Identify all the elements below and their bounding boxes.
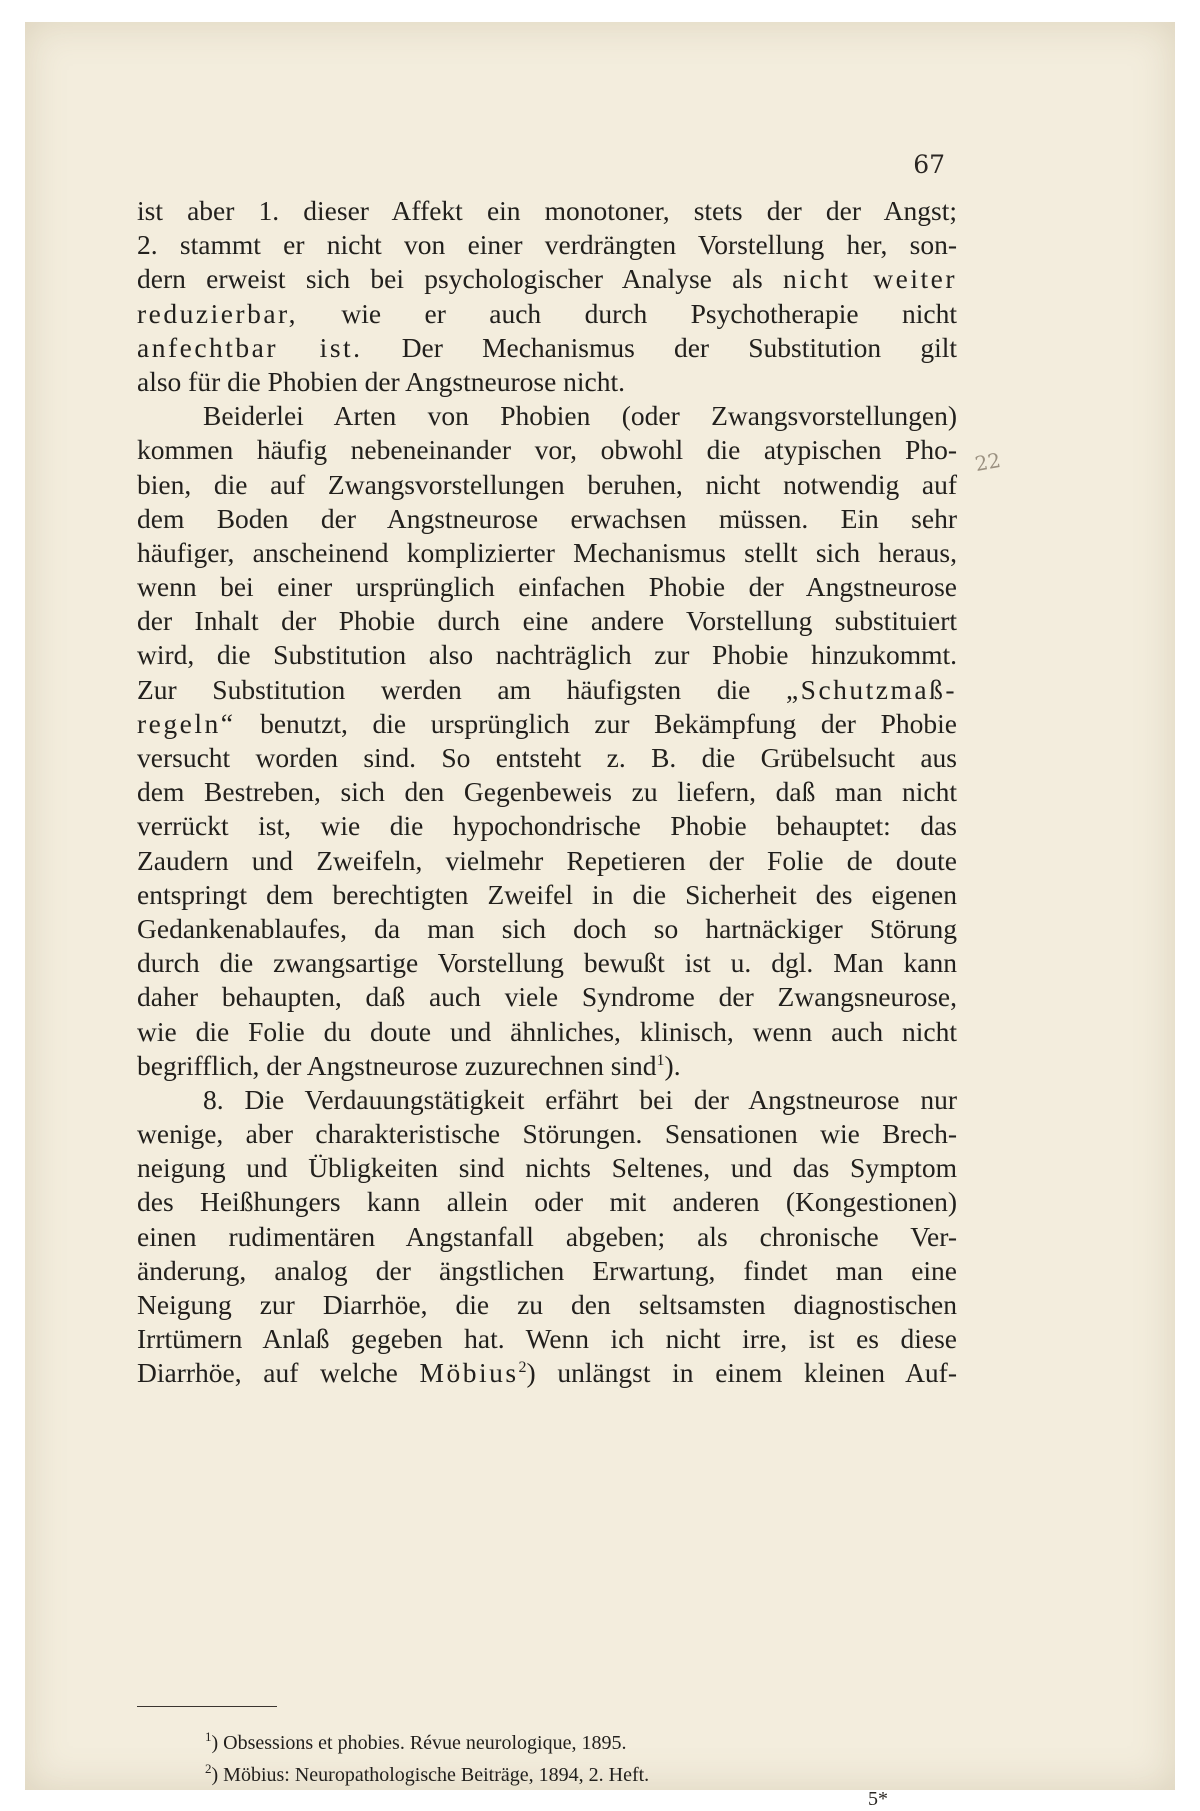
page-number: 67 [913,150,945,179]
footnote-text: ) Möbius: Neuropathologische Beiträge, 1894, 2. Heft. [211,1764,650,1786]
text-line-content: wenige, aber charakteristische Störungen. Sensationen wie Brech- [137,1118,957,1150]
text-line-content: durch die zwangsartige Vorstellung bewußt ist u. dgl. Man kann [137,947,957,979]
text-line-content: wird, die Substitution also nachträglich zur Phobie hinzukommt. [137,639,957,671]
text-line-content: reduzierbar, wie er auch durch Psychotherapie nicht [137,297,957,329]
text-line [137,1015,957,1049]
text-line [137,912,957,946]
text-line-content: versucht worden sind. So entsteht z. B. die Grübelsucht aus [137,742,957,773]
text-line [137,399,957,433]
footnote-marker: 1 [205,1729,212,1744]
text-line-content: 2. stammt er nicht von einer verdrängten Vorstellung her, son- [137,229,957,261]
text-line [137,1151,957,1185]
text-line [137,468,957,502]
text-line [137,433,957,467]
text-line [137,297,957,331]
footnote-reference: 1 [656,1051,665,1069]
text-line [137,1356,957,1390]
text-line-content: bien, die auf Zwangsvorstellungen beruhen, nicht notwendig auf [137,468,957,500]
text-line [137,809,957,843]
text-line-content: änderung, analog der ängstlichen Erwartung, findet man eine [137,1254,957,1286]
text-line-content: neigung und Übligkeiten sind nichts Seltenes, und das Symptom [137,1152,957,1184]
footnote-marker: 2 [205,1761,212,1776]
margin-pencil-mark: 22 [973,447,1003,477]
text-line-content: wie die Folie du doute und ähnliches, klinisch, wenn auch nicht [137,1015,957,1047]
text-line [137,775,957,809]
text-line [137,707,957,741]
text-line-content: 8. Die Verdauungstätigkeit erfährt bei der Angstneurose nur [203,1083,957,1115]
text-line-content: Irrtümern Anlaß gegeben hat. Wenn ich nicht irre, ist es diese [137,1323,957,1355]
text-line-content: einen rudimentären Angstanfall abgeben; als chronische Ver- [137,1220,957,1252]
text-line [137,878,957,912]
text-line [137,604,957,638]
text-line [137,1185,957,1219]
text-line-content: der Inhalt der Phobie durch eine andere Vorstellung substituiert [137,605,957,637]
text-line [137,946,957,980]
text-line-content: Zaudern und Zweifeln, vielmehr Repetieren der Folie de doute [137,844,957,876]
text-line-content: begrifflich, der Angstneurose zuzurechnen sind [137,1049,657,1081]
text-line-content: kommen häufig nebeneinander vor, obwohl die atypischen Pho- [137,434,957,466]
text-line [137,741,957,775]
footnote [205,1727,805,1759]
text-line [137,638,957,672]
text-line-tail: ). [664,1049,681,1081]
text-line-content: daher behaupten, daß auch viele Syndrome der Zwangsneurose, [137,981,957,1013]
text-line-content: wenn bei einer ursprünglich einfachen Phobie der Angstneurose [137,571,957,603]
text-line-content: Diarrhöe, auf welche Möbius [137,1357,519,1389]
text-line [137,844,957,878]
text-line [137,194,957,228]
text-line [137,536,957,570]
signature-mark: 5* [868,1788,888,1810]
text-line-content: ist aber 1. dieser Affekt ein monotoner, stets der der Angst; [137,195,957,226]
text-line [137,502,957,536]
footnote [205,1759,805,1791]
text-line-content: Beiderlei Arten von Phobien (oder Zwangsvorstellungen) [203,400,957,432]
text-line [137,1220,957,1254]
text-line [137,673,957,707]
text-line-content: dem Boden der Angstneurose erwachsen müssen. Ein sehr [137,502,957,534]
text-line-content: entspringt dem berechtigten Zweifel in die Sicherheit des eigenen [137,878,957,910]
text-line-content: anfechtbar ist. Der Mechanismus der Substitution gilt [137,331,957,363]
text-line [137,262,957,296]
text-line [137,570,957,604]
text-line-tail: ) unlängst in einem kleinen Auf- [526,1357,957,1389]
text-line-content: also für die Phobien der Angstneurose nicht. [137,365,626,397]
text-line [137,1254,957,1288]
text-line-content: Zur Substitution werden am häufigsten die „Schutzmaß- [137,673,957,705]
footnotes [205,1727,805,1791]
text-line [137,365,957,399]
text-line [137,1049,957,1083]
text-line-content: regeln“ benutzt, die ursprünglich zur Bekämpfung der Phobie [137,707,957,739]
text-line [137,228,957,262]
text-line [137,980,957,1014]
text-line-content: verrückt ist, wie die hypochondrische Phobie behauptet: das [137,810,957,842]
text-line-content: Neigung zur Diarrhöe, die zu den seltsamsten diagnostischen [137,1289,957,1320]
text-line [137,1117,957,1151]
footnote-text: ) Obsessions et phobies. Révue neurologique, 1895. [211,1732,627,1754]
text-line-content: dem Bestreben, sich den Gegenbeweis zu liefern, daß man nicht [137,776,957,808]
text-line [137,1322,957,1356]
text-line-content: des Heißhungers kann allein oder mit anderen (Kongestionen) [137,1186,957,1218]
footnote-rule [137,1706,277,1707]
text-line [137,1083,957,1117]
text-line [137,331,957,365]
text-line-content: dern erweist sich bei psychologischer Analyse als nicht weiter [137,263,957,295]
body-text [137,194,957,1391]
text-line-content: Gedankenablaufes, da man sich doch so hartnäckiger Störung [137,912,957,944]
text-line-content: häufiger, anscheinend komplizierter Mechanismus stellt sich heraus, [137,536,957,568]
text-line [137,1288,957,1322]
footnote-reference: 2 [518,1359,527,1377]
